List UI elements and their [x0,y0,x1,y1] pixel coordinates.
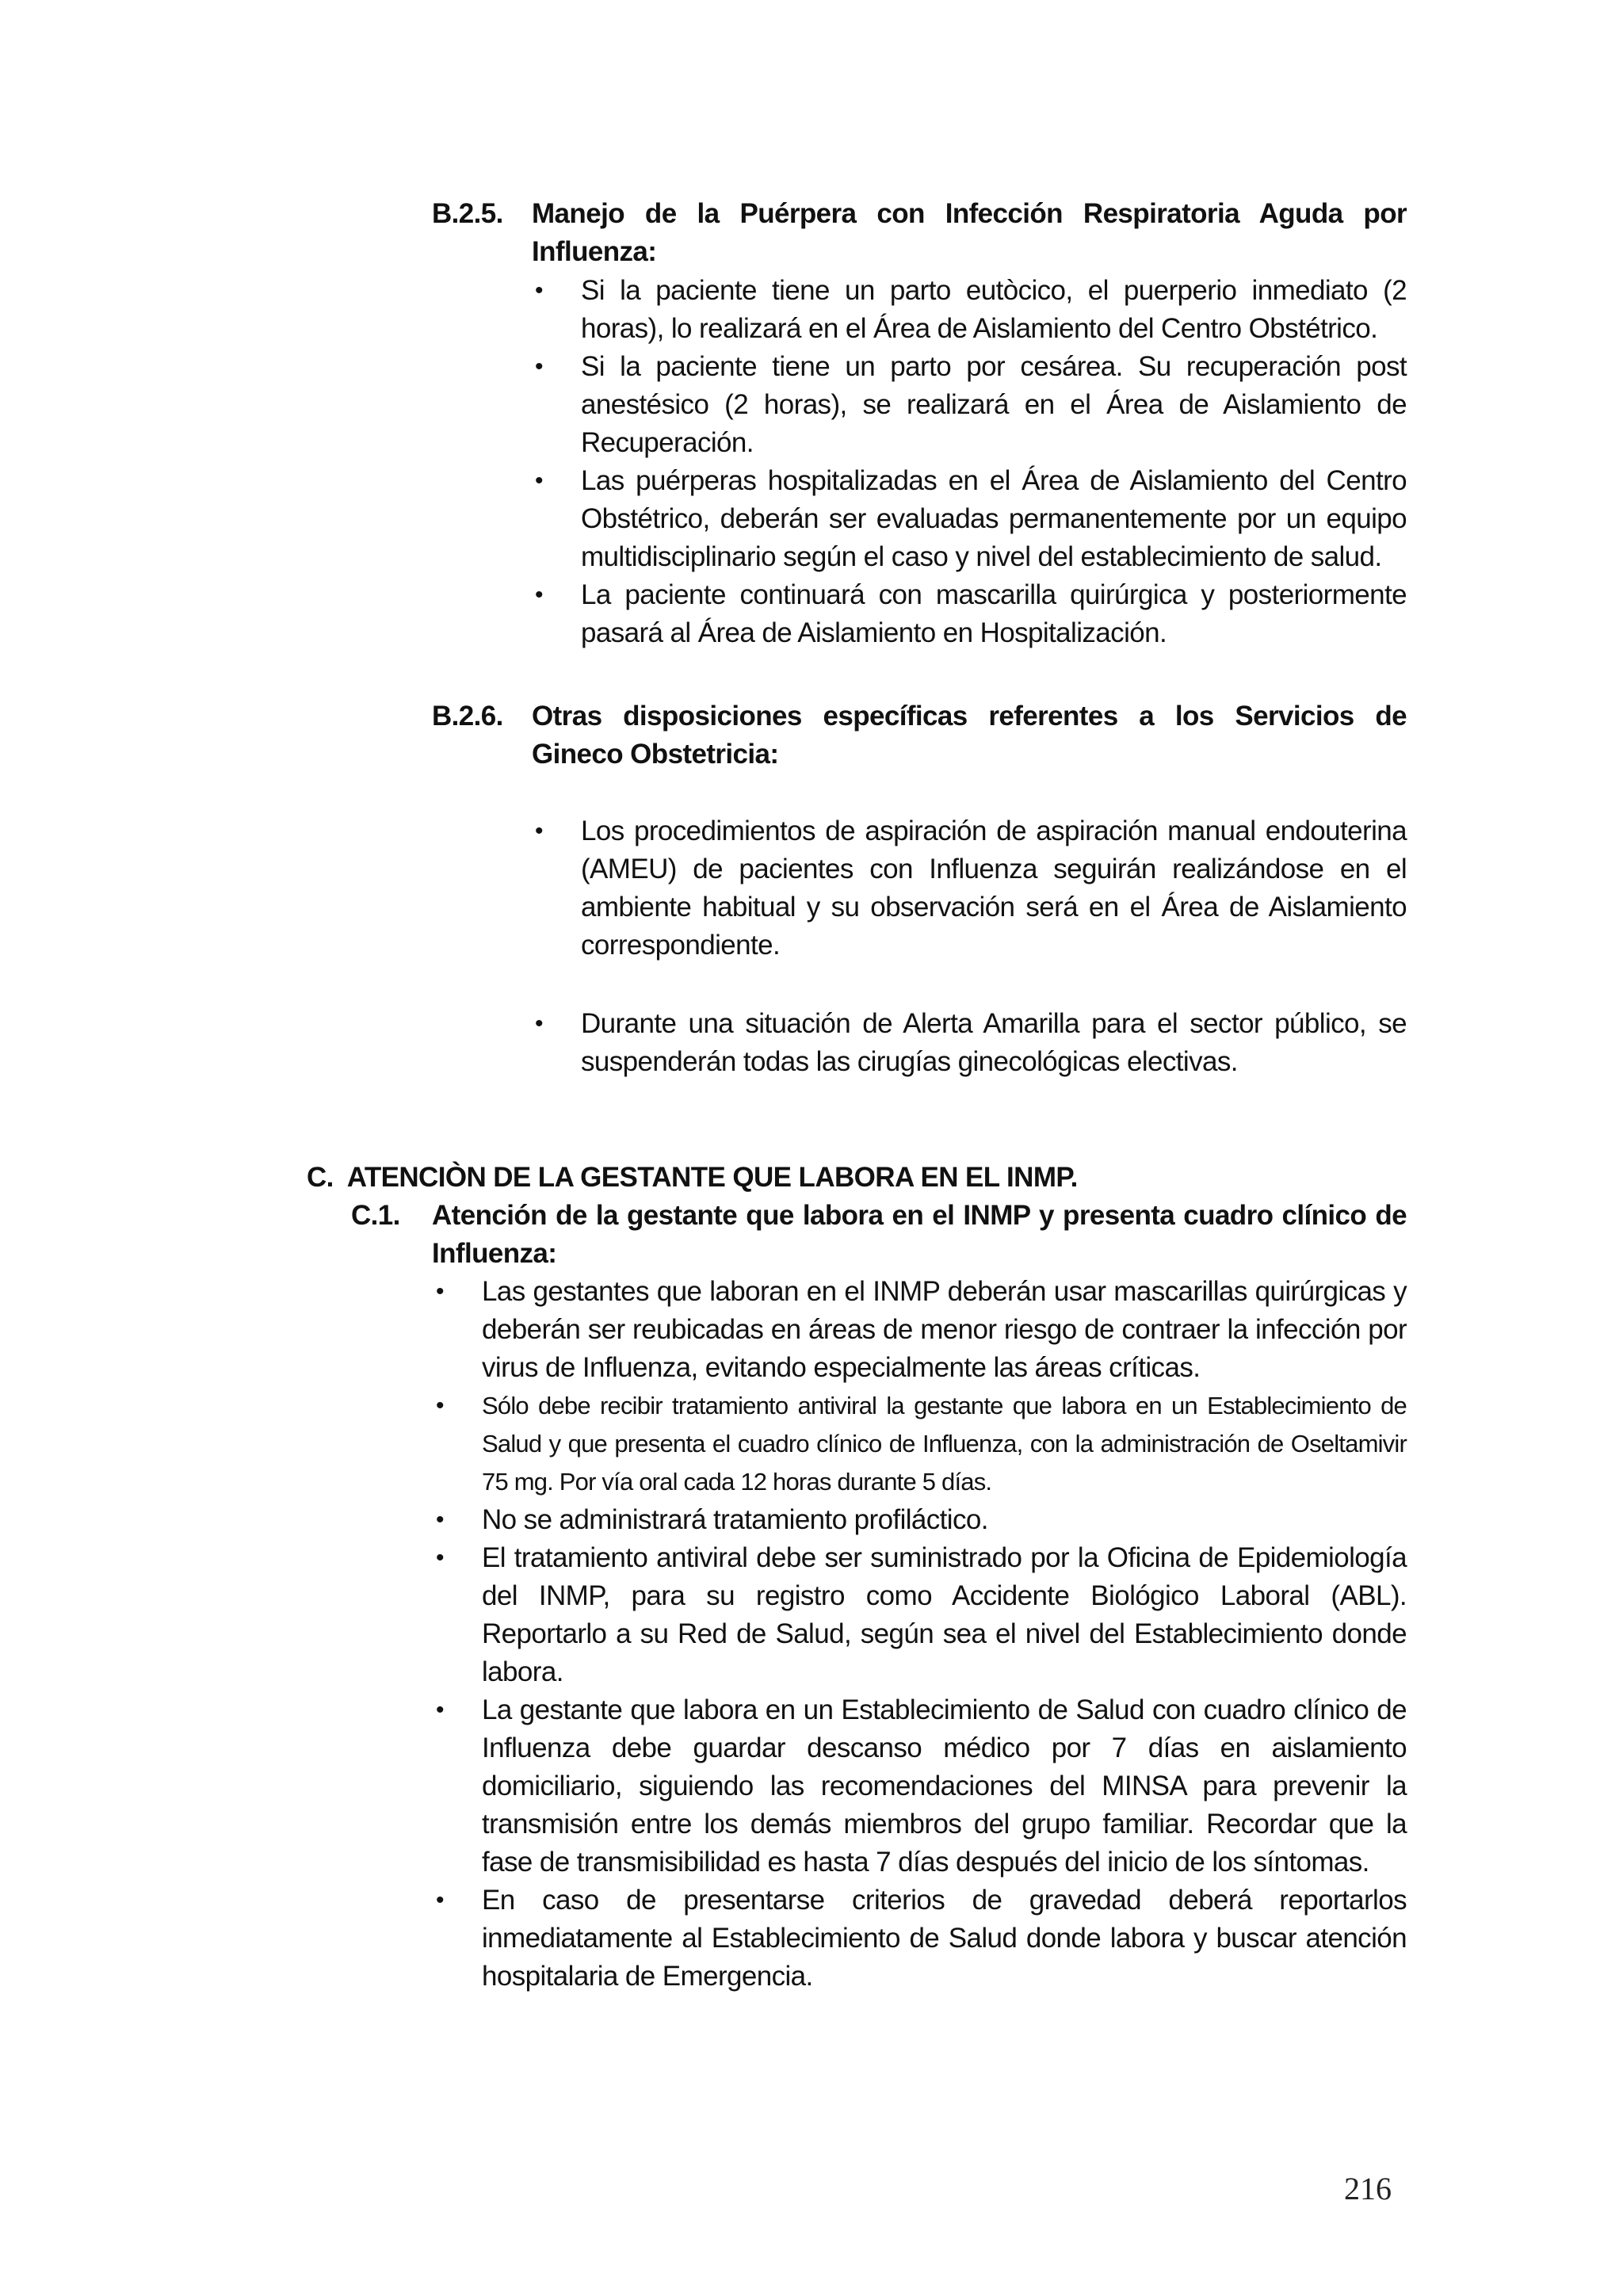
bullet-icon: • [436,1392,444,1419]
bullet-icon: • [535,353,543,380]
section-b25-heading [432,195,1407,271]
list-item: • Las gestantes que laboran en el INMP deberán usar mascarillas quirúrgicas y deberán ser reubicadas en áreas de menor riesgo de contraer la infección por virus de Influenza, evitando especialmente las áreas críticas. [482,1273,1407,1387]
section-c1-title: Atención de la gestante que labora en el INMP y presenta cuadro clínico de Influenza: [432,1200,1407,1269]
section-b25-number: B.2.5. [432,198,503,229]
list-item: • En caso de presentarse criterios de gravedad deberá reportarlos inmediatamente al Establecimiento de Salud donde labora y buscar atención hospitalaria de Emergencia. [482,1881,1407,1996]
list-item: • Durante una situación de Alerta Amarilla para el sector público, se suspenderán todas las cirugías ginecológicas electivas. [581,1005,1407,1081]
section-b26-list-2 [535,1005,1407,1081]
bullet-icon: • [436,1545,444,1571]
bullet-icon: • [535,468,543,494]
list-item: • Sólo debe recibir tratamiento antiviral la gestante que labora en un Establecimiento de Salud y que presenta el cuadro clínico de Influenza, con la administración de Oseltamivir 75 mg. Por vía oral cada 12 horas durante 5 días. [482,1387,1407,1501]
list-item: • Las puérperas hospitalizadas en el Área de Aislamiento del Centro Obstétrico, deberán ser evaluadas permanentemente por un equipo multidisciplinario según el caso y nivel del establecimiento de salud. [581,462,1407,576]
section-c1-list [436,1273,1407,1996]
bullet-icon: • [436,1887,444,1913]
bullet-icon: • [535,818,543,844]
list-item: • El tratamiento antiviral debe ser suministrado por la Oficina de Epidemiología del INMP, para su registro como Accidente Biológico Laboral (ABL). Reportarlo a su Red de Salud, según sea el nivel del Establecimiento donde labora. [482,1539,1407,1691]
bullet-icon: • [535,582,543,608]
bullet-icon: • [535,277,543,304]
section-b26-list [535,812,1407,965]
page-number: 216 [1344,2171,1392,2206]
list-item: • Los procedimientos de aspiración de aspiración manual endouterina (AMEU) de pacientes con Influenza seguirán realizándose en el ambiente habitual y su observación será en el Área de Aislamiento correspondiente. [581,812,1407,965]
bullet-icon: • [535,1010,543,1037]
bullet-icon: • [436,1507,444,1533]
bullet-icon: • [436,1278,444,1305]
section-b25-title: Manejo de la Puérpera con Infección Respiratoria Aguda por Influenza: [532,198,1407,267]
section-b25-list [535,272,1407,652]
list-item: • Si la paciente tiene un parto eutòcico, el puerperio inmediato (2 horas), lo realizará en el Área de Aislamiento del Centro Obstétrico. [581,272,1407,348]
section-c1-number: C.1. [351,1200,400,1231]
list-item: • La gestante que labora en un Establecimiento de Salud con cuadro clínico de Influenza debe guardar descanso médico por 7 días en aislamiento domiciliario, siguiendo las recomendaciones del MINSA para prevenir la transmisión entre los demás miembros del grupo familiar. Recordar que la fase de transmisibilidad es hasta 7 días después del inicio de los síntomas. [482,1691,1407,1881]
list-item: • Si la paciente tiene un parto por cesárea. Su recuperación post anestésico (2 horas), se realizará en el Área de Aislamiento de Recuperación. [581,348,1407,462]
section-b26-heading [432,697,1407,774]
section-c-heading: C. ATENCIÒN DE LA GESTANTE QUE LABORA EN EL INMP. [307,1162,1078,1193]
list-item: • La paciente continuará con mascarilla quirúrgica y posteriormente pasará al Área de Aislamiento en Hospitalización. [581,576,1407,652]
bullet-icon: • [436,1697,444,1723]
section-c1-heading [351,1197,1407,1273]
section-b26-title: Otras disposiciones específicas referentes a los Servicios de Gineco Obstetricia: [532,701,1407,770]
section-b26-number: B.2.6. [432,701,503,732]
list-item: • No se administrará tratamiento profiláctico. [482,1501,1407,1539]
